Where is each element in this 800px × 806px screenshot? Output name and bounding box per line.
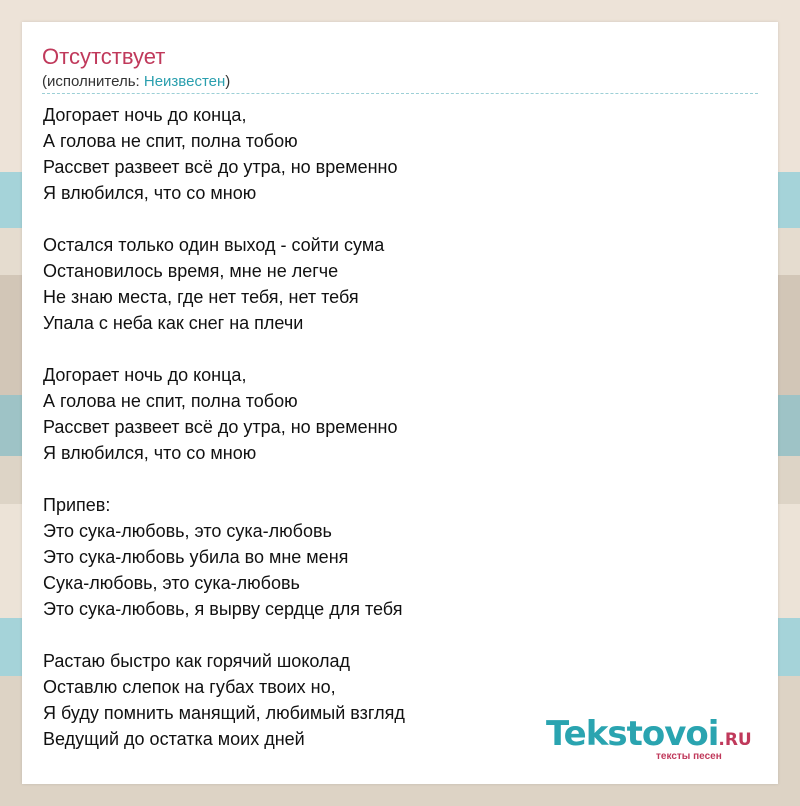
lyric-line: Рассвет развеет всё до утра, но временно	[43, 417, 398, 437]
logo-name: Tekstovoi	[546, 714, 719, 754]
title-divider	[42, 93, 758, 94]
stanza-gap	[43, 336, 763, 362]
lyric-line: Не знаю места, где нет тебя, нет тебя	[43, 287, 359, 307]
lyric-line: Упала с неба как снег на плечи	[43, 313, 304, 333]
performer-close: )	[225, 73, 231, 90]
lyric-line: Сука-любовь, это сука-любовь	[43, 573, 300, 593]
verse-3	[43, 362, 763, 466]
stanza-gap	[43, 466, 763, 492]
lyric-line: Я влюбился, что со мною	[43, 443, 257, 463]
chorus	[43, 492, 763, 622]
lyric-line: Я буду помнить манящий, любимый взгляд	[43, 703, 405, 723]
lyric-line: А голова не спит, полна тобою	[43, 131, 298, 151]
lyric-line: Остался только один выход - сойти сума	[43, 235, 385, 255]
logo-tld: .RU	[718, 730, 752, 750]
lyric-line: Это сука-любовь, я вырву сердце для тебя	[43, 599, 403, 619]
lyric-line: Остановилось время, мне не легче	[43, 261, 339, 281]
lyric-line: А голова не спит, полна тобою	[43, 391, 298, 411]
logo-tagline: тексты песен	[656, 751, 722, 762]
lyric-line: Догорает ночь до конца,	[43, 365, 247, 385]
lyric-line: Рассвет развеет всё до утра, но временно	[43, 157, 398, 177]
lyrics-body	[43, 102, 763, 752]
lyric-line: Это сука-любовь убила во мне меня	[43, 547, 349, 567]
lyric-line: Растаю быстро как горячий шоколад	[43, 651, 351, 671]
lyric-line: Ведущий до остатка моих дней	[43, 729, 305, 749]
lyric-line: Я влюбился, что со мною	[43, 183, 257, 203]
stanza-gap	[43, 206, 763, 232]
song-title: Отсутствует	[42, 44, 166, 69]
performer-label: (исполнитель:	[42, 73, 144, 90]
verse-1	[43, 102, 763, 206]
lyric-line: Догорает ночь до конца,	[43, 105, 247, 125]
lyrics-card	[22, 22, 778, 784]
artist-link[interactable]: Неизвестен	[143, 73, 226, 90]
lyric-line: Оставлю слепок на губах твоих но,	[43, 677, 336, 697]
verse-2	[43, 232, 763, 336]
stanza-gap	[43, 622, 763, 648]
chorus-label: Припев:	[43, 495, 111, 515]
lyric-line: Это сука-любовь, это сука-любовь	[43, 521, 332, 541]
performer-line	[42, 72, 230, 92]
